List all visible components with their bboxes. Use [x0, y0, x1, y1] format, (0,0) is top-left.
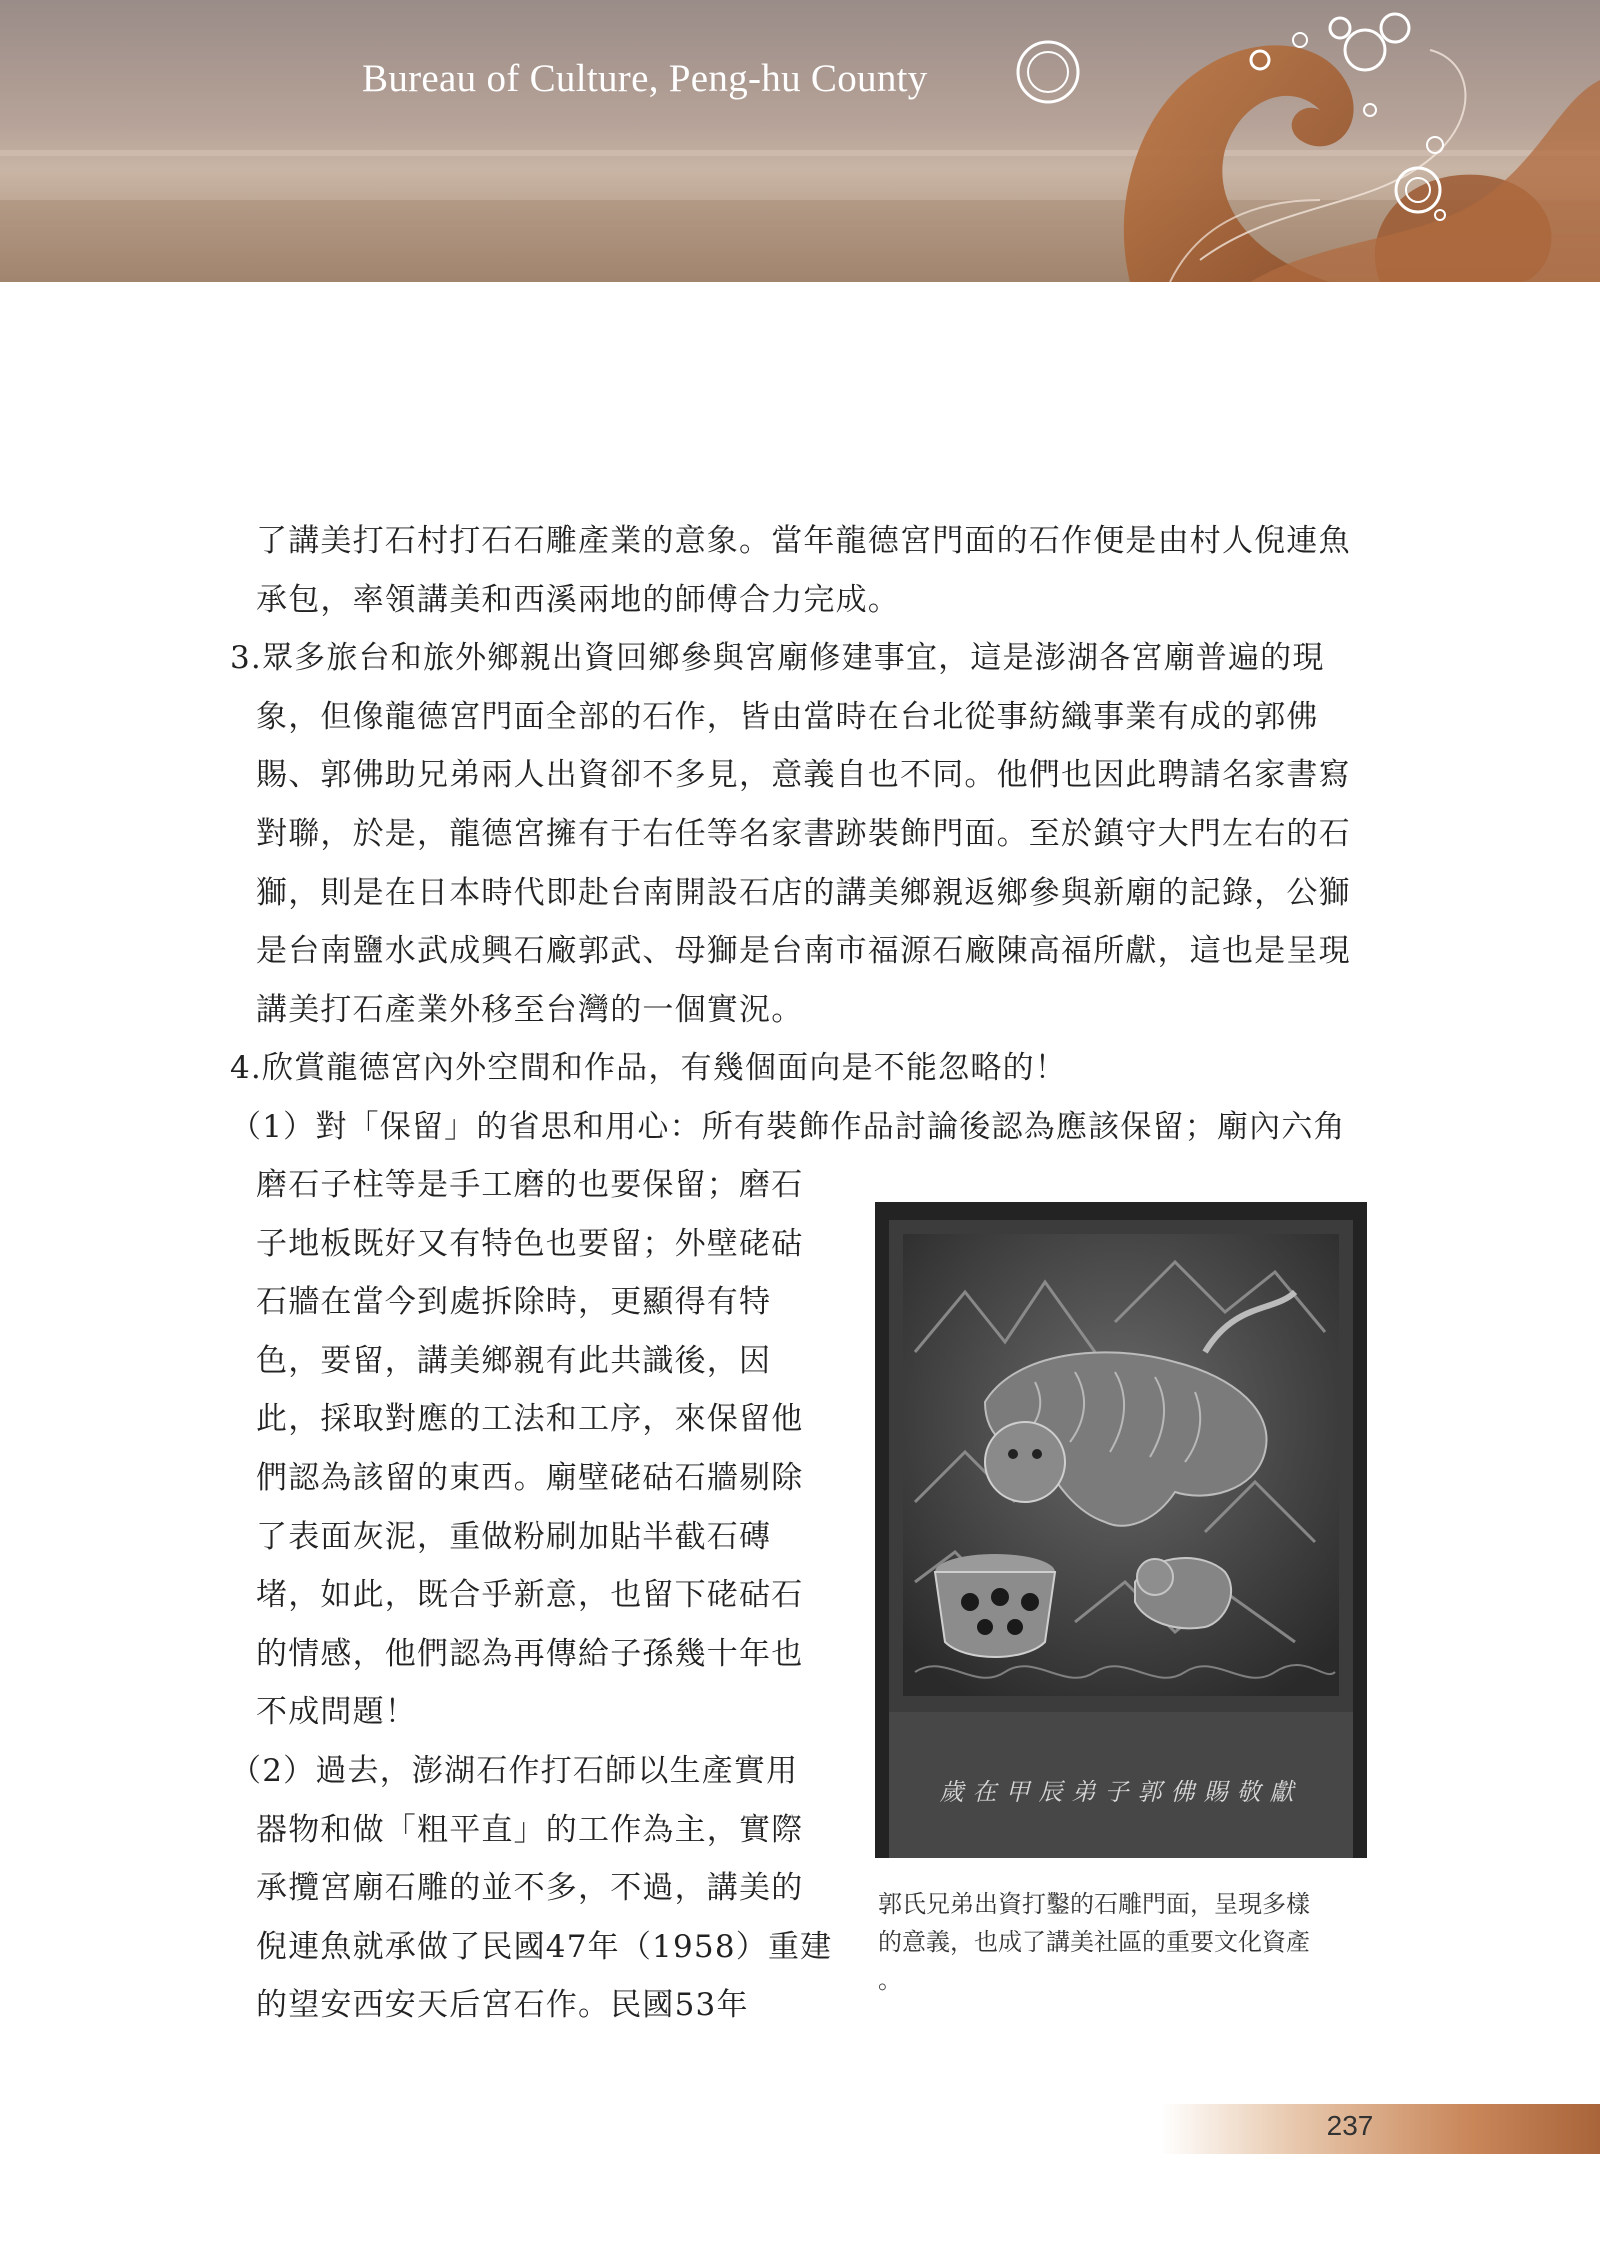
tiger-relief-image [875, 1202, 1367, 1858]
body-text-top [230, 512, 1351, 1157]
text-line: 堵，如此，既合乎新意，也留下硓𥑮石 [256, 1577, 804, 1614]
header-title: Bureau of Culture, Peng-hu County [362, 57, 928, 100]
text-line: 磨石子柱等是手工磨的也要保留；磨石 [256, 1167, 804, 1203]
text-line: 講美打石產業外移至台灣的一個實況。 [256, 991, 804, 1028]
header-banner [0, 0, 1600, 282]
text-line: 色，要留，講美鄉親有此共識後，因 [256, 1342, 772, 1379]
text-line: 不成問題！ [256, 1694, 417, 1731]
footer-bar [1160, 2104, 1600, 2154]
header-artwork [0, 0, 1600, 282]
text-line: 承包，率領講美和西溪兩地的師傅合力完成。 [256, 581, 900, 618]
text-line: 石牆在當今到處拆除時，更顯得有特 [256, 1284, 772, 1321]
text-line: 是台南鹽水武成興石廠郭武、母獅是台南市福源石廠陳高福所獻，這也是呈現 [256, 933, 1351, 970]
text-line: 4.欣賞龍德宮內外空間和作品，有幾個面向是不能忽略的！ [230, 1050, 1067, 1087]
caption-line: 的意義，也成了講美社區的重要文化資產 [878, 1928, 1310, 1956]
text-line: 獅，則是在日本時代即赴台南開設石店的講美鄉親返鄉參與新廟的記錄，公獅 [256, 874, 1351, 911]
page-number: 237 [1326, 2110, 1374, 2141]
text-line: 象，但像龍德宮門面全部的石作，皆由當時在台北從事紡織事業有成的郭佛 [256, 698, 1319, 735]
text-line: 承攬宮廟石雕的並不多，不過，講美的 [256, 1870, 804, 1907]
text-line: 此，採取對應的工法和工序，來保留他 [256, 1401, 804, 1438]
text-line: 們認為該留的東西。廟壁硓𥑮石牆剔除 [256, 1459, 804, 1496]
photo-caption [878, 1885, 1378, 1999]
inscription-text: 歲在甲辰弟子郭佛賜敬獻 [939, 1778, 1303, 1806]
text-line: 了表面灰泥，重做粉刷加貼半截石磚 [256, 1518, 772, 1555]
text-line: 子地板既好又有特色也要留；外壁硓𥑮 [256, 1225, 804, 1262]
text-line: 的情感，他們認為再傳給子孫幾十年也 [256, 1635, 804, 1672]
text-line: （2）過去，澎湖石作打石師以生產實用 [230, 1752, 799, 1789]
text-line: 器物和做「粗平直」的工作為主，實際 [256, 1811, 804, 1848]
text-line: （1）對「保留」的省思和用心：所有裝飾作品討論後認為應該保留；廟內六角 [230, 1108, 1346, 1145]
text-line: 了講美打石村打石石雕產業的意象。當年龍德宮門面的石作便是由村人倪連魚 [256, 523, 1351, 559]
body-text-left-column [230, 1156, 832, 2035]
stone-carving-photo [875, 1202, 1367, 1858]
text-line: 的望安西安天后宮石作。民國53年 [256, 1987, 749, 2024]
text-line: 3.眾多旅台和旅外鄉親出資回鄉參與宮廟修建事宜，這是澎湖各宮廟普遍的現 [230, 640, 1325, 677]
text-line: 賜、郭佛助兄弟兩人出資卻不多見，意義自也不同。他們也因此聘請名家書寫 [256, 757, 1351, 794]
caption-line: 郭氏兄弟出資打鑿的石雕門面，呈現多樣 [878, 1890, 1310, 1918]
text-line: 對聯，於是，龍德宮擁有于右任等名家書跡裝飾門面。至於鎮守大門左右的石 [256, 815, 1351, 852]
caption-line: 。 [878, 1966, 902, 1994]
text-line: 倪連魚就承做了民國47年（1958）重建 [256, 1928, 833, 1965]
